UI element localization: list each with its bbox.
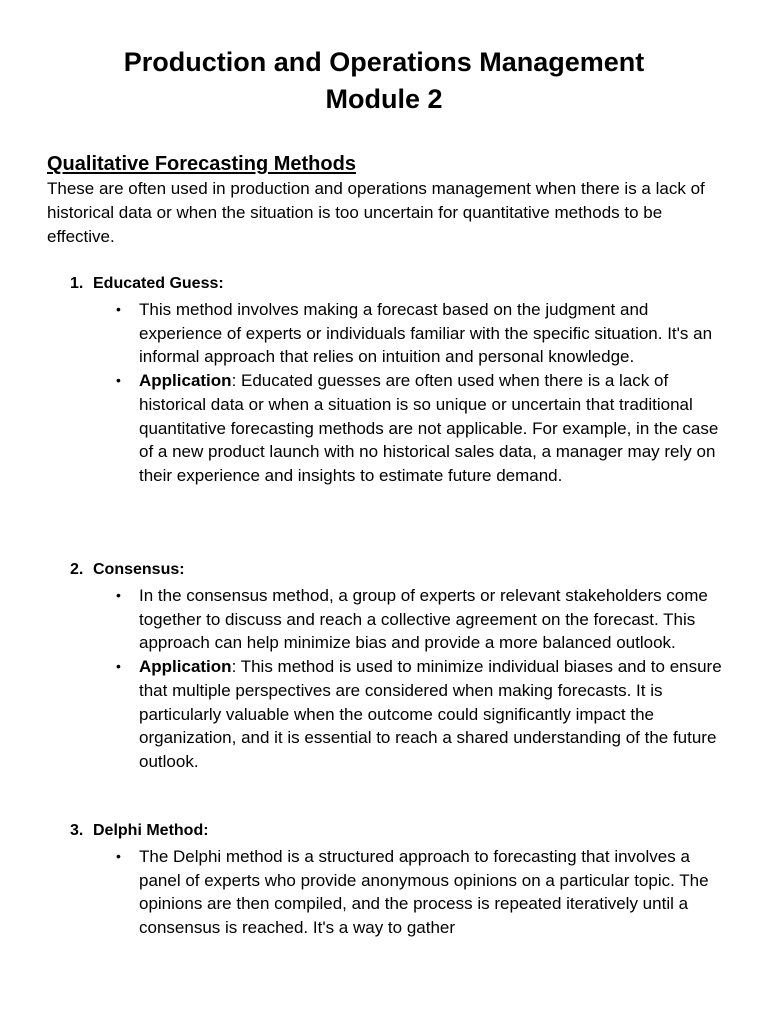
bullet-list: [0, 584, 768, 774]
list-item: [0, 298, 724, 369]
bullet-text: In the consensus method, a group of experts or relevant stakeholders come together to discuss and reach a collective agreement on the forecast. This approach can help minimize bias and provide a more balanced outlook.: [139, 586, 708, 653]
intro-paragraph: These are often used in production and operations management when there is a lack of historical data or when the situation is too uncertain for quantitative methods to be effective.: [47, 179, 705, 246]
bullet-icon: •: [116, 587, 121, 603]
bullet-icon: •: [116, 372, 121, 389]
list-item: [0, 369, 724, 488]
bullet-list: [0, 845, 768, 940]
section-title-text: Consensus:: [93, 561, 185, 578]
section-number: 2.: [70, 561, 84, 578]
section-heading: Qualitative Forecasting Methods: [47, 153, 356, 175]
bullet-lead: Application: [139, 371, 232, 391]
bullet-lead: Application: [139, 657, 232, 677]
section-title-text: Educated Guess:: [93, 275, 224, 292]
bullet-text: This method involves making a forecast based on the judgment and experience of experts or individuals familiar with the specific situation. It's an informal approach that relies on intuition and personal knowledge.: [139, 300, 713, 367]
list-item: [0, 845, 724, 940]
document-title: Production and Operations Management: [123, 47, 645, 77]
bullet-icon: •: [116, 848, 121, 864]
list-item: [0, 655, 724, 774]
bullet-text: : Educated guesses are often used when there is a lack of historical data or when a situation is so unique or uncertain that traditional quantitative forecasting methods are not applicable. For example, in the case of a new product launch with no historical sales data, a manager may rely on their experience and insights to estimate future demand.: [139, 371, 719, 485]
bullet-text: The Delphi method is a structured approach to forecasting that involves a panel of experts who provide anonymous opinions on a particular topic. The opinions are then compiled, and the process is repeated iteratively until a consensus is reached. It's a way to gather: [139, 847, 709, 938]
bullet-list: [0, 298, 768, 488]
section-number: 1.: [70, 275, 84, 292]
bullet-text: : This method is used to minimize individual biases and to ensure that multiple perspectives are considered when making forecasts. It is particularly valuable when the outcome could significantly impact the organization, and it is essential to reach a shared understanding of the future outlook.: [139, 657, 722, 771]
bullet-icon: •: [116, 658, 121, 675]
section-title: [70, 559, 185, 581]
section-title: [70, 273, 224, 295]
section-title: [70, 820, 209, 842]
section-title-text: Delphi Method:: [93, 822, 209, 839]
list-item: [0, 584, 724, 655]
section-number: 3.: [70, 822, 84, 839]
document-subtitle: Module 2: [325, 84, 443, 114]
bullet-icon: •: [116, 301, 121, 317]
